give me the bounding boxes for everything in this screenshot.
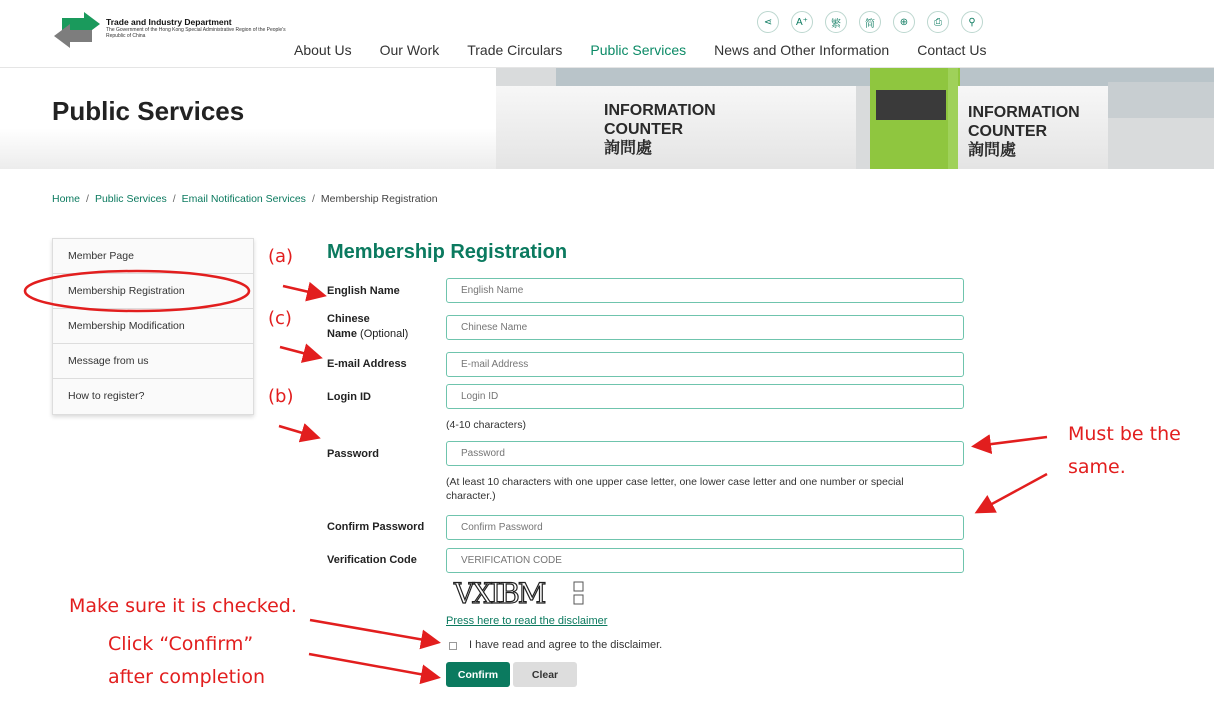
annotation-arrow-b bbox=[279, 426, 316, 437]
counter-label-en-1: INFORMATION bbox=[968, 104, 1080, 121]
annotation-b: (b) bbox=[268, 386, 294, 407]
chinese-name-label-line2 bbox=[327, 327, 408, 342]
clear-button[interactable]: Clear bbox=[513, 662, 577, 687]
sidebar-item-member-page[interactable]: Member Page bbox=[53, 239, 253, 274]
annotation-a: (a) bbox=[268, 246, 294, 267]
search-icon[interactable]: ⚲ bbox=[961, 11, 983, 33]
annotation-must-be-same-line1: Must be the bbox=[1068, 423, 1181, 445]
nav-news[interactable]: News and Other Information bbox=[714, 42, 890, 58]
counter-label-zh: 詢問處 bbox=[604, 140, 653, 157]
breadcrumb-public-services[interactable]: Public Services bbox=[94, 193, 167, 205]
confirm-button[interactable]: Confirm bbox=[446, 662, 510, 687]
confirm-password-input[interactable] bbox=[446, 515, 964, 540]
traditional-chinese-icon[interactable]: 繁 bbox=[825, 11, 847, 33]
optional-label: (Optional) bbox=[360, 328, 409, 340]
english-name-label: English Name bbox=[327, 285, 400, 297]
verification-code-label: Verification Code bbox=[327, 554, 417, 566]
login-id-input[interactable] bbox=[446, 384, 964, 409]
counter-label-zh: 詢問處 bbox=[968, 142, 1017, 159]
chinese-name-label-line1: Chinese bbox=[327, 313, 370, 325]
dept-subtitle: The Government of the Hong Kong Special Administrative Region of the People's Republic of China bbox=[106, 27, 286, 39]
site-header bbox=[0, 0, 1214, 68]
confirm-password-label: Confirm Password bbox=[327, 521, 425, 533]
verification-code-input[interactable] bbox=[446, 548, 964, 573]
form-title: Membership Registration bbox=[327, 241, 568, 263]
nav-public-services[interactable]: Public Services bbox=[590, 42, 687, 58]
annotation-click-confirm bbox=[108, 628, 265, 694]
breadcrumb-current: Membership Registration bbox=[320, 193, 438, 205]
annotation-arrow-confirm bbox=[309, 654, 436, 677]
breadcrumb-separator: / bbox=[311, 193, 315, 205]
annotation-c: (c) bbox=[268, 308, 292, 329]
english-name-input[interactable] bbox=[446, 278, 964, 303]
captcha-text: VXIBM bbox=[454, 578, 545, 608]
password-hint: (At least 10 characters with one upper case letter, one lower case letter and one number or special character.) bbox=[446, 476, 904, 502]
sidebar-menu bbox=[52, 238, 254, 415]
counter-text-right bbox=[968, 103, 1080, 160]
breadcrumb bbox=[52, 193, 438, 205]
password-input[interactable] bbox=[446, 441, 964, 466]
email-input[interactable] bbox=[446, 352, 964, 377]
disclaimer-checkbox-label: I have read and agree to the disclaimer. bbox=[469, 639, 663, 651]
annotation-arrow-checkbox bbox=[310, 620, 436, 642]
password-label: Password bbox=[327, 448, 379, 460]
sidebar-item-how-to-register[interactable]: How to register? bbox=[68, 390, 145, 402]
breadcrumb-home[interactable]: Home bbox=[52, 193, 81, 205]
page-banner bbox=[0, 68, 1214, 169]
annotation-arrow-a bbox=[283, 286, 322, 295]
breadcrumb-separator: / bbox=[172, 193, 176, 205]
disclaimer-link[interactable]: Press here to read the disclaimer bbox=[446, 615, 608, 627]
disclaimer-checkbox[interactable] bbox=[449, 642, 457, 650]
annotation-arrow-password bbox=[976, 437, 1047, 446]
annotation-click-confirm-line1: Click “Confirm” bbox=[108, 633, 254, 655]
chinese-name-input[interactable] bbox=[446, 315, 964, 340]
annotation-must-be-same-line2: same. bbox=[1068, 456, 1126, 478]
counter-label-en-2: COUNTER bbox=[604, 121, 684, 138]
annotation-make-sure-checked: Make sure it is checked. bbox=[69, 595, 297, 617]
captcha-image bbox=[452, 578, 586, 608]
login-id-label: Login ID bbox=[327, 391, 371, 403]
login-id-hint: (4-10 characters) bbox=[446, 419, 526, 431]
logo-text bbox=[106, 17, 286, 39]
share-icon[interactable]: ⋖ bbox=[757, 11, 779, 33]
annotation-arrow-c bbox=[280, 347, 318, 357]
dept-name: Trade and Industry Department bbox=[106, 17, 232, 27]
email-label: E-mail Address bbox=[327, 358, 407, 370]
annotation-arrow-confirm-password bbox=[979, 474, 1047, 511]
main-nav bbox=[294, 42, 1014, 58]
annotation-click-confirm-line2: after completion bbox=[108, 666, 265, 688]
banner-photo bbox=[496, 68, 1214, 169]
page-title: Public Services bbox=[52, 96, 245, 126]
toolbar bbox=[757, 11, 983, 33]
print-icon[interactable]: ⎙ bbox=[927, 11, 949, 33]
annotation-must-be-same bbox=[1068, 418, 1181, 484]
counter-label-en-1: INFORMATION bbox=[604, 102, 716, 119]
breadcrumb-email-notification[interactable]: Email Notification Services bbox=[181, 193, 306, 205]
font-size-icon[interactable]: A⁺ bbox=[791, 11, 813, 33]
sidebar-item-message-from-us[interactable]: Message from us bbox=[53, 344, 253, 379]
counter-label-en-2: COUNTER bbox=[968, 123, 1048, 140]
counter-text-left bbox=[604, 101, 716, 158]
nav-about-us[interactable]: About Us bbox=[294, 42, 352, 58]
simplified-chinese-icon[interactable]: 简 bbox=[859, 11, 881, 33]
nav-trade-circulars[interactable]: Trade Circulars bbox=[467, 42, 563, 58]
sidebar-item-membership-modification[interactable]: Membership Modification bbox=[53, 309, 253, 344]
chinese-name-label-text: Name bbox=[327, 328, 357, 340]
globe-icon[interactable]: ⊕ bbox=[893, 11, 915, 33]
sidebar-item-membership-registration[interactable]: Membership Registration bbox=[53, 274, 253, 309]
tid-logo[interactable] bbox=[52, 10, 102, 50]
breadcrumb-separator: / bbox=[86, 193, 89, 205]
chinese-name-label bbox=[327, 312, 408, 342]
nav-contact-us[interactable]: Contact Us bbox=[917, 42, 987, 58]
nav-our-work[interactable]: Our Work bbox=[379, 42, 440, 58]
